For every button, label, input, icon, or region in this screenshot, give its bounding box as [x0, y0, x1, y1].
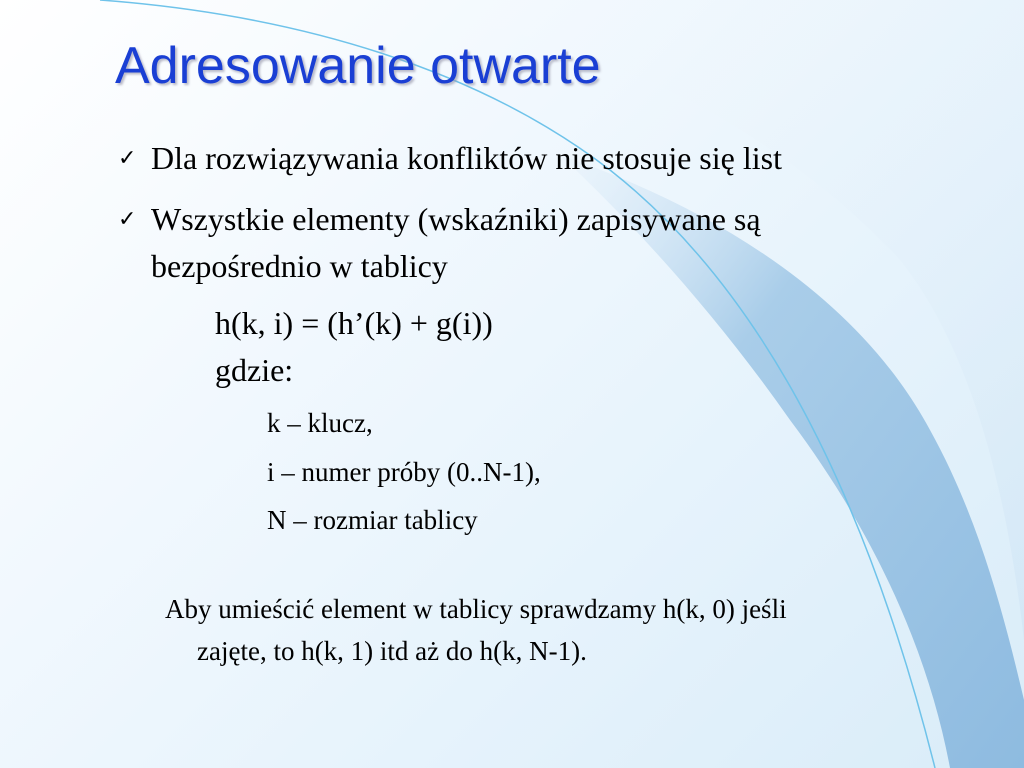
definition-key: k – klucz, — [267, 408, 373, 438]
bullet-text: bezpośrednio w tablicy — [151, 248, 448, 284]
checkmark-icon: ✓ — [118, 207, 137, 232]
slide-title: Adresowanie otwarte — [115, 37, 601, 95]
definition-size: N – rozmiar tablicy — [267, 505, 478, 535]
note-line: Aby umieścić element w tablicy sprawdzamy h(k, 0) jeśli — [165, 594, 787, 624]
bullet-text: Dla rozwiązywania konfliktów nie stosuje się list — [151, 140, 782, 176]
bullet-text: Wszystkie elementy (wskaźniki) zapisywane są — [151, 201, 761, 237]
note-line: zajęte, to h(k, 1) itd aż do h(k, N-1). — [197, 636, 587, 666]
checkmark-icon: ✓ — [118, 146, 137, 171]
definition-probe: i – numer próby (0..N-1), — [267, 457, 541, 487]
formula: h(k, i) = (h’(k) + g(i)) — [215, 305, 493, 341]
note-paragraph — [165, 588, 985, 672]
where-label: gdzie: — [215, 352, 294, 388]
